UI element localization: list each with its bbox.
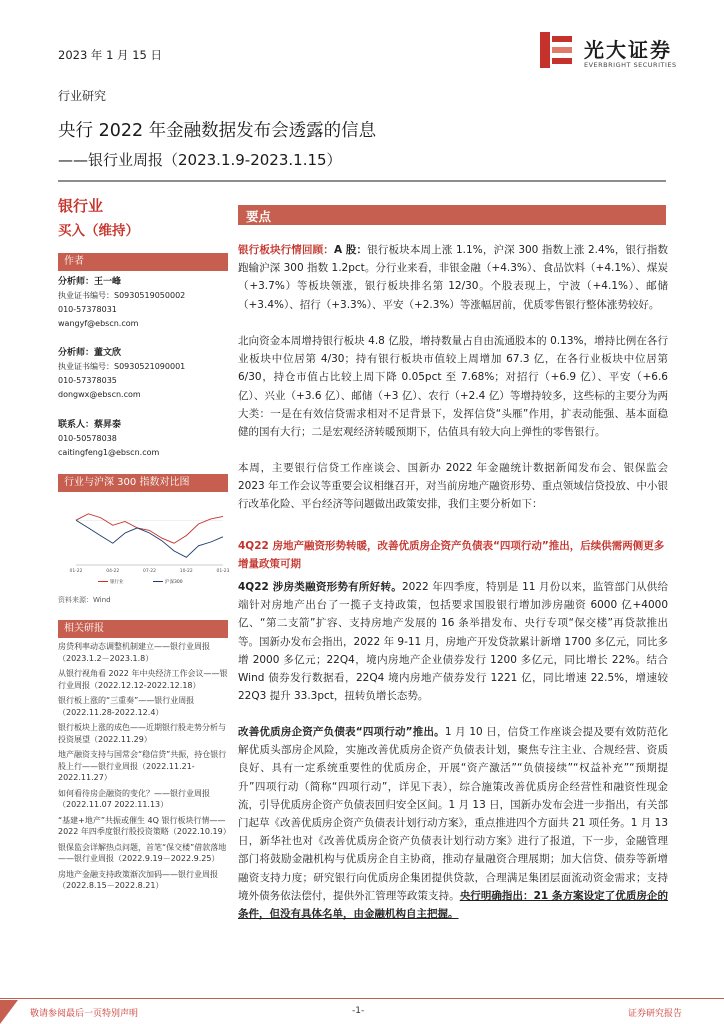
chart-heading: 行业与沪深 300 指数对比图 <box>58 474 228 492</box>
chart-legend-label: 银行业 <box>110 580 124 585</box>
four-actions-body-2: 1 月 13 日，国新办发布会进一步指出，有关部门起草《改善优质房企资产负债表计划行动方案》，重点推进四个方面共 21 项任务。 <box>238 798 668 830</box>
contact-email[interactable]: caitingfeng1@ebscn.com <box>58 448 160 457</box>
related-report-link[interactable]: 银保监会详解热点问题，首笔“保交楼”借款落地——银行业周报（2022.9.19－2022.9.25） <box>58 842 227 863</box>
everbright-logo-icon <box>540 32 572 68</box>
chart-x-tick-label: 07-22 <box>142 569 157 574</box>
analyst-email[interactable]: dongwx@ebscn.com <box>58 390 141 399</box>
related-report-link[interactable]: 地产融资支持与国常会“稳信贷”共振，持仓银行股上行——银行业周报（2022.11.21-2022.11.27） <box>58 750 227 782</box>
related-report-link[interactable]: “基建+地产”共振或催生 4Q 银行板块行情——2022 年四季度银行股投资策略（2022.10.19） <box>58 815 231 836</box>
related-report-link[interactable]: 房地产金融支持政策渐次加码——银行业周报（2022.8.15－2022.8.21） <box>58 869 218 890</box>
analyst-phone: 010-57378035 <box>58 376 117 385</box>
footer-divider <box>0 998 724 999</box>
pboc-statement: 央行明确指出：21 条方案设定了优质房企的条件，但没有具体名单，由金融机构自主把握。 <box>238 889 668 921</box>
four-actions-body-1: 1 月 10 日，信贷工作座谈会提及要有效防范化解优质头部房企风险，实施改善优质房企资产负债表计划，聚焦专注主业、合规经营、资质良好、具有一定系统重要性的优质房企，开展“资产激活”“负债接续”“权益补充”“预期提升”四项行动（简称“四项行动”，详见下表），综合施策改善优质房企经营性和融资性现金流，引导优质房企资产负债表回归安全区间。 <box>238 726 668 811</box>
analyst-cert: 执业证书编号：S0930519050002 <box>58 291 186 300</box>
contact-phone: 010-50578038 <box>58 434 117 443</box>
chart-x-tick-label: 10-22 <box>179 569 193 574</box>
analyst-email[interactable]: wangyf@ebscn.com <box>58 319 139 328</box>
chart-series-line <box>76 520 223 557</box>
related-report-link[interactable]: 从银行视角看 2022 年中央经济工作会议——银行业周报（2022.12.12-2022.12.18） <box>58 669 228 690</box>
authors-heading: 作者 <box>58 253 228 271</box>
analyst-phone: 010-57378031 <box>58 305 117 314</box>
chart-x-tick-label: 04-22 <box>106 569 120 574</box>
header-divider <box>58 180 666 182</box>
chart-x-tick-label: 01-23 <box>216 569 230 574</box>
logo-text-en: EVERBRIGHT SECURITIES <box>584 61 677 69</box>
chart-series-line <box>76 514 223 543</box>
investment-rating: 买入（维持） <box>58 223 139 239</box>
footer-report-type: 证券研究报告 <box>628 1009 683 1019</box>
property-financing-body: 2022 年四季度，特别是 11 月份以来，监管部门从供给端针对房地产出台了一揽子支持政策，包括要求国股银行增加涉房融资 6000 亿+4000 亿、“第二支箭”扩容、支持房地产发展的 16 条举措发布、央行专项“保交楼”再贷款推出等。国新办发布会指出，2022 年 9-11 月，房地产开发贷款累计新增 1700 多亿元，同比多增 2000 多亿元；22Q4，境内房地产企业债券发行 1200 多亿元，同比增长 22%。结合 Wind 债券发行数据看，22Q4 境内房地产债券发行 1221 亿，同比增速 22.5%，增速较 22Q3 提升 33.3pct，扭转负增长态势。 <box>238 581 668 703</box>
related-report-link[interactable]: 房贷利率动态调整机制建立——银行业周报（2023.1.2－2023.1.8） <box>58 642 210 663</box>
property-financing-label: 4Q22 涉房类融资形势有所好转。 <box>238 581 402 593</box>
paragraph-meetings: 本周，主要银行信贷工作座谈会、国新办 2022 年金融统计数据新闻发布会、银保监会 2023 年工作会议等重要会议相继召开，对当前房地产融资形势、重点领域信贷投放、中小银行改革化险、平台经济等问题做出政策安排，我们主要分析如下： <box>238 462 668 511</box>
report-subtitle: ——银行业周报（2023.1.9-2023.1.15） <box>58 151 342 169</box>
market-review-label: 银行板块行情回顾： <box>238 244 334 256</box>
four-actions-body-3: 1 月 13 日，新华社也对《改善优质房企资产负债表计划行动方案》进行了报道，下一步，金融管理部门将鼓励金融机构与优质房企自主协商，推动存量融资合理展期；加大信贷、债券等新增融资支持力度；研究银行向优质房企集团提供贷款，合理满足集团层面流动资金需求；支持境外债务依法偿付，提供外汇管理等政策支持。 <box>238 817 669 902</box>
key-points-heading: 要点 <box>246 209 272 224</box>
related-report-link[interactable]: 银行板块上涨的成色——近期银行股走势分析与投资展望（2022.11.29） <box>58 723 226 744</box>
analyst-name: 分析师：董文欣 <box>58 348 122 358</box>
contact-name: 联系人：蔡昇泰 <box>58 420 122 430</box>
a-share-label: A 股： <box>333 244 368 256</box>
analyst-cert: 执业证书编号：S0930521090001 <box>58 362 186 371</box>
industry-name: 银行业 <box>58 197 104 215</box>
paragraph-northbound: 北向资金本周增持银行板块 4.8 亿股，增持数量占自由流通股本的 0.13%，增持比例在各行业板块中位居第 4/30；持有银行板块市值较上周增加 67.3 亿，在各行业板块中位居第 6/30，持仓市值占比较上周下降 0.05pct 至 7.68%；对招行（+6.9 亿）、平安（+6.6 亿）、兴业（+3.6 亿）、邮储（+3 亿）、农行（+2.4 亿）等增持较多，这些标的主要分为两大类：一是在有效信贷需求相对不足背景下，发挥信贷“头雁”作用，扩表动能强、基本面稳健的国有大行；二是宏观经济转暖预期下，估值具有较大向上弹性的零售银行。 <box>238 335 668 439</box>
report-type: 行业研究 <box>58 89 107 103</box>
analyst-name: 分析师：王一峰 <box>58 277 122 287</box>
contact-block <box>58 418 159 460</box>
market-review-body: 银行板块本周上涨 1.1%，沪深 300 指数上涨 2.4%，银行指数跑输沪深 300 指数 1.2pct。分行业来看，非银金融（+4.3%）、食品饮料（+4.1%）、煤炭（+3.7%）等板块领涨，银行板块排名第 12/30。个股表现上，宁波（+4.1%）、邮储（+3.4%）、招行（+3.3%）、平安（+2.3%）等涨幅居前，优质零售银行整体涨势较好。 <box>238 244 668 311</box>
chart-source: 资料来源：Wind <box>58 596 111 604</box>
chart-x-tick-label: 01-22 <box>69 569 83 574</box>
related-report-link[interactable]: 银行板上涨的“三重奏”——银行业周报（2022.11.28-2022.12.4） <box>58 696 195 717</box>
analyst-block <box>58 346 185 402</box>
report-date: 2023 年 1 月 15 日 <box>58 48 162 62</box>
analyst-block <box>58 275 185 331</box>
report-title: 央行 2022 年金融数据发布会透露的信息 <box>58 121 377 141</box>
chart-legend-label: 沪深300 <box>165 580 183 585</box>
key-points-bar <box>238 205 666 225</box>
paragraph-property-financing <box>238 578 668 705</box>
related-reports-list <box>58 641 231 896</box>
company-logo <box>540 32 700 72</box>
four-actions-label: 改善优质房企资产负债表“四项行动”推出。 <box>238 726 445 738</box>
footer-disclaimer-note[interactable]: 敬请参阅最后一页特别声明 <box>30 1009 139 1019</box>
logo-text: 光大证券 <box>584 38 672 62</box>
index-comparison-chart <box>58 495 228 590</box>
section-title: 4Q22 房地产融资形势转暖，改善优质房企资产负债表“四项行动”推出，后续供需两侧更多增量政策可期 <box>238 540 665 570</box>
related-reports-heading: 相关研报 <box>58 620 228 638</box>
page-number: -1- <box>352 1006 365 1016</box>
related-report-link[interactable]: 如何看待房企融资的变化？——银行业周报（2022.11.07 2022.11.13） <box>58 788 210 809</box>
paragraph-four-actions <box>238 723 668 923</box>
footer-accent <box>0 1000 18 1024</box>
paragraph-market-review <box>238 241 668 314</box>
